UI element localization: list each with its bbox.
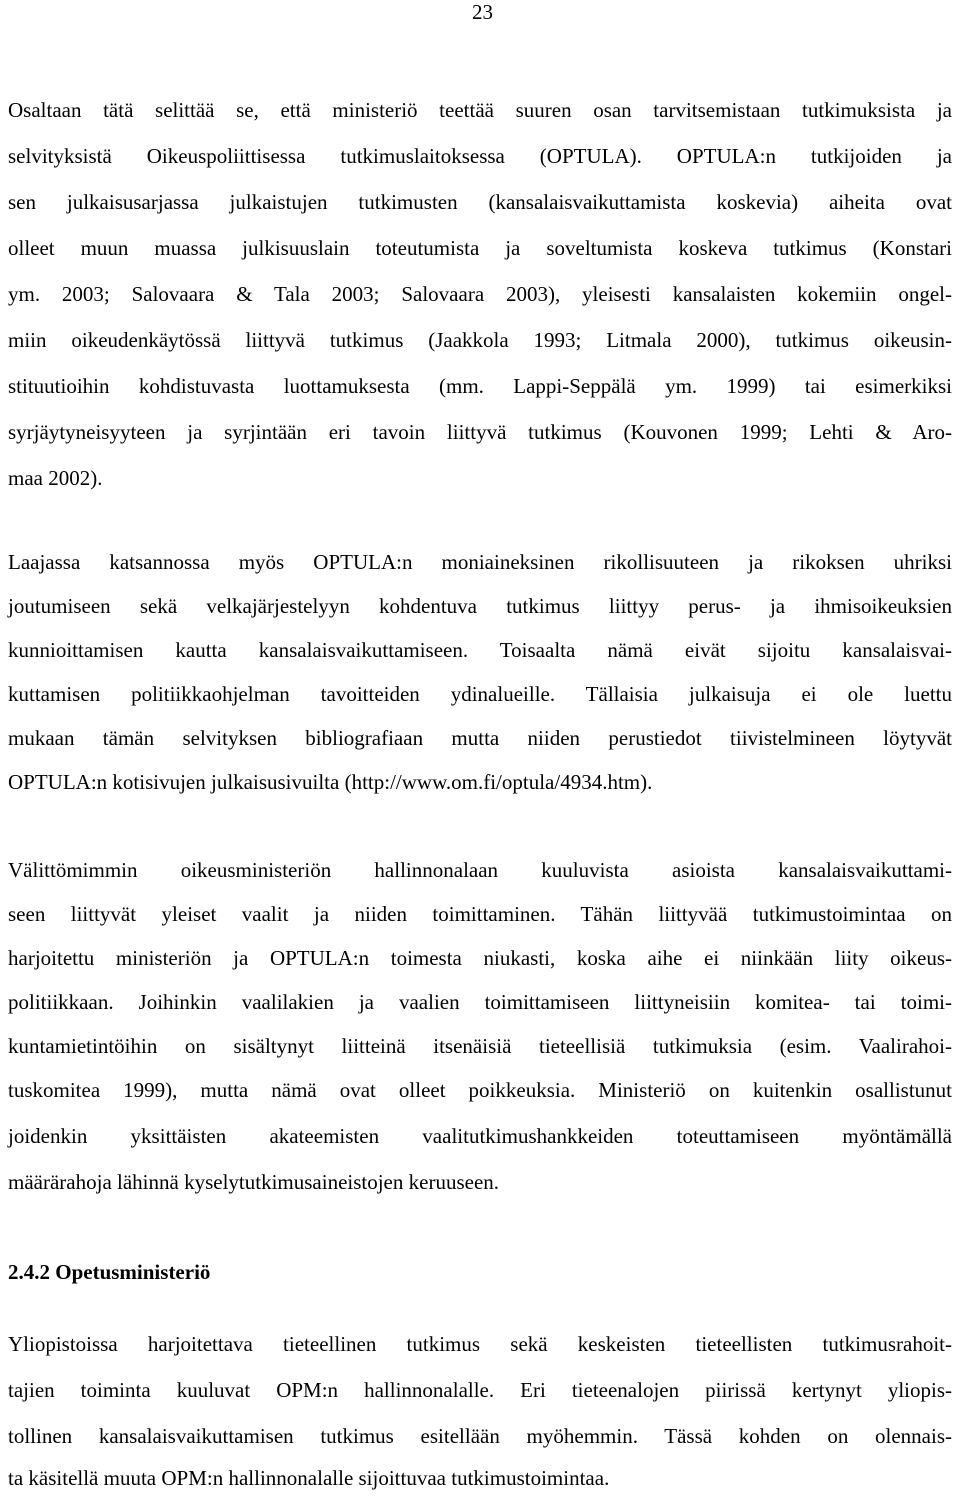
paragraph-2-line-6: OPTULA:n kotisivujen julkaisusivuilta (http://www.om.fi/optula/4934.htm). xyxy=(8,770,653,794)
paragraph-1-line-4: olleet muun muassa julkisuuslain toteutumista ja soveltumista koskeva tutkimus (Konstari xyxy=(8,236,952,260)
paragraph-1-line-8: syrjäytyneisyyteen ja syrjintään eri tavoin liittyvä tutkimus (Kouvonen 1999; Lehti & Aro- xyxy=(8,420,952,444)
paragraph-2-line-4: kuttamisen politiikkaohjelman tavoitteiden ydinalueille. Tällaisia julkaisuja ei ole luettu xyxy=(8,682,952,706)
paragraph-1-line-6: miin oikeudenkäytössä liittyvä tutkimus (Jaakkola 1993; Litmala 2000), tutkimus oikeusin- xyxy=(8,328,952,352)
paragraph-4-line-1: Yliopistoissa harjoitettava tieteellinen tutkimus sekä keskeisten tieteellisten tutkimusrahoit- xyxy=(8,1332,952,1356)
paragraph-3-line-2: seen liittyvät yleiset vaalit ja niiden toimittaminen. Tähän liittyvää tutkimustoimintaa on xyxy=(8,902,952,926)
paragraph-4-line-4: ta käsitellä muuta OPM:n hallinnonalalle sijoittuvaa tutkimustoimintaa. xyxy=(8,1466,610,1490)
paragraph-1-line-7: stituutioihin kohdistuvasta luottamuksesta (mm. Lappi-Seppälä ym. 1999) tai esimerkiksi xyxy=(8,374,952,398)
page-number: 23 xyxy=(472,0,493,24)
section-heading: 2.4.2 Opetusministeriö xyxy=(8,1260,211,1284)
paragraph-1-line-3: sen julkaisusarjassa julkaistujen tutkimusten (kansalaisvaikuttamista koskevia) aiheita ovat xyxy=(8,190,952,214)
paragraph-3-line-1: Välittömimmin oikeusministeriön hallinnonalaan kuuluvista asioista kansalaisvaikuttami- xyxy=(8,858,952,882)
paragraph-1-line-5: ym. 2003; Salovaara & Tala 2003; Salovaara 2003), yleisesti kansalaisten kokemiin ongel- xyxy=(8,282,952,306)
paragraph-2-line-5: mukaan tämän selvityksen bibliografiaan mutta niiden perustiedot tiivistelmineen löytyvät xyxy=(8,726,952,750)
paragraph-1-line-9: maa 2002). xyxy=(8,466,103,490)
paragraph-3-line-3: harjoitettu ministeriön ja OPTULA:n toimesta niukasti, koska aihe ei niinkään liity oikeus- xyxy=(8,946,952,970)
paragraph-1-line-1: Osaltaan tätä selittää se, että ministeriö teettää suuren osan tarvitsemistaan tutkimuksista ja xyxy=(8,98,952,122)
paragraph-3-line-7: joidenkin yksittäisten akateemisten vaalitutkimushankkeiden toteuttamiseen myöntämällä xyxy=(8,1124,952,1148)
paragraph-4-line-3: tollinen kansalaisvaikuttamisen tutkimus esitellään myöhemmin. Tässä kohden on olennais- xyxy=(8,1424,952,1448)
paragraph-3-line-5: kuntamietintöihin on sisältynyt liitteinä itsenäisiä tieteellisiä tutkimuksia (esim. Vaalirahoi- xyxy=(8,1034,952,1058)
paragraph-3-line-6: tuskomitea 1999), mutta nämä ovat olleet poikkeuksia. Ministeriö on kuitenkin osallistunut xyxy=(8,1078,952,1102)
paragraph-3-line-4: politiikkaan. Joihinkin vaalilakien ja vaalien toimittamiseen liittyneisiin komitea- tai toimi- xyxy=(8,990,952,1014)
paragraph-2-line-3: kunnioittamisen kautta kansalaisvaikuttamiseen. Toisaalta nämä eivät sijoitu kansalaisvai- xyxy=(8,638,952,662)
paragraph-1-line-2: selvityksistä Oikeuspoliittisessa tutkimuslaitoksessa (OPTULA). OPTULA:n tutkijoiden ja xyxy=(8,144,952,168)
paragraph-2-line-2: joutumiseen sekä velkajärjestelyyn kohdentuva tutkimus liittyy perus- ja ihmisoikeuksien xyxy=(8,594,952,618)
paragraph-4-line-2: tajien toiminta kuuluvat OPM:n hallinnonalalle. Eri tieteenalojen piirissä kertynyt yliopis- xyxy=(8,1378,952,1402)
paragraph-3-line-8: määrärahoja lähinnä kyselytutkimusaineistojen keruuseen. xyxy=(8,1170,500,1194)
paragraph-2-line-1: Laajassa katsannossa myös OPTULA:n moniaineksinen rikollisuuteen ja rikoksen uhriksi xyxy=(8,550,952,574)
